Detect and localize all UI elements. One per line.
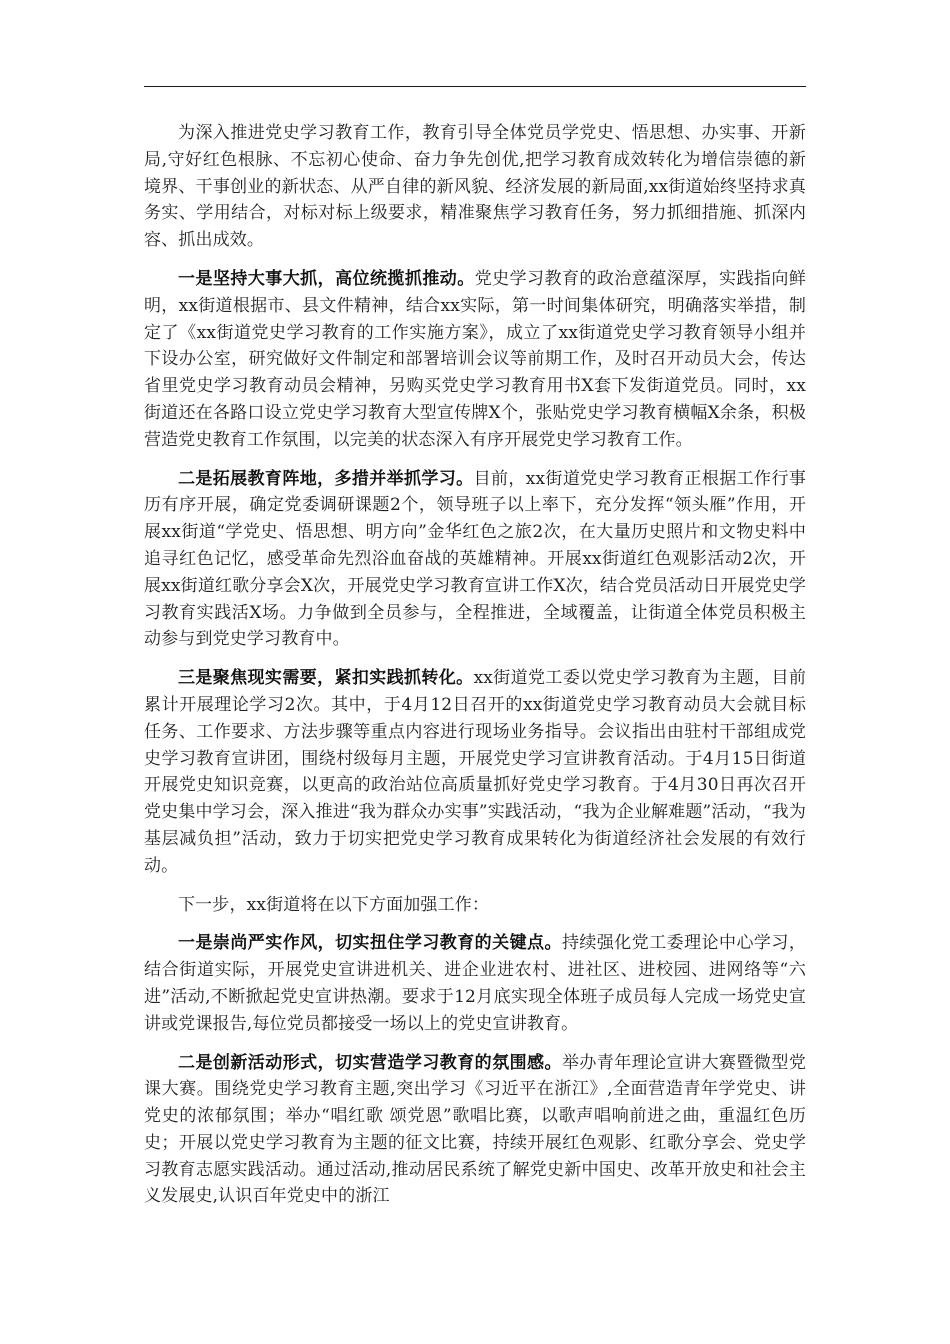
paragraph-text: xx街道党工委以党史学习教育为主题，目前累计开展理论学习2次。其中，于4月12日召开的xx街道党史学习教育动员大会就目标任务、工作要求、方法步骤等重点内容进行现场业务指导。会议指出由驻村干部组成党史学习教育宣讲团，围绕村级每月主题，开展党史学习宣讲教育活动。于4月15日街道开展党史知识竞赛，以更高的政治站位高质量抓好党史学习教育。于4月30日再次召开党史集中学习会，深入推进“我为群众办实事”实践活动，“我为企业解难题”活动，“我为基层减负担”活动，致力于切实把党史学习教育成果转化为街道经济社会发展的有效行动。 xyxy=(144,668,806,876)
paragraph-point-3 xyxy=(144,665,806,879)
paragraph-text: 目前，xx街道党史学习教育正根据工作行事历有序开展，确定党委调研课题2个，领导班子以上率下，充分发挥“领头雁”作用，开展xx街道“学党史、悟思想、明方向”金华红色之旅2次，在大量历史照片和文物史料中追寻红色记忆，感受革命先烈浴血奋战的英雄精神。开展xx街道红色观影活动2次，开展xx街道红歌分享会X次，开展党史学习教育宣讲工作X次，结合党员活动日开展党史学习教育实践活X场。力争做到全员参与，全程推进，全域覆盖，让街道全体党员积极主动参与到党史学习教育中。 xyxy=(144,468,806,650)
paragraph-plan-1 xyxy=(144,930,806,1037)
paragraph-lead: 二是创新活动形式，切实营造学习教育的氛围感。 xyxy=(178,1052,562,1073)
paragraph-text: 党史学习教育的政治意蕴深厚，实践指向鲜明，xx街道根据市、县文件精神，结合xx实际，第一时间集体研究，明确落实举措，制定了《xx街道党史学习教育的工作实施方案》，成立了xx街道党史学习教育领导小组并下设办公室，研究做好文件制定和部署培训会议等前期工作，及时召开动员大会，传达省里党史学习教育动员会精神，另购买党史学习教育用书X套下发街道党员。同时，xx街道还在各路口设立党史学习教育大型宣传牌X个，张贴党史学习教育横幅X余条，积极营造党史教育工作氛围，以完美的状态深入有序开展党史学习教育工作。 xyxy=(144,268,806,450)
paragraph-text: 为深入推进党史学习教育工作，教育引导全体党员学党史、悟思想、办实事、开新局,守好红色根脉、不忘初心使命、奋力争先创优,把学习教育成效转化为增信崇德的新境界、干事创业的新状态、从严自律的新风貌、经济发展的新局面,xx街道始终坚持求真务实、学用结合，对标对标上级要求，精准聚焦学习教育任务，努力抓细措施、抓深内容、抓出成效。 xyxy=(144,123,806,251)
paragraph-lead: 二是拓展教育阵地，多措并举抓学习。 xyxy=(178,468,474,489)
paragraph-lead: 一是坚持大事大抓，高位统揽抓推动。 xyxy=(178,268,475,289)
paragraph-lead: 一是崇尚严实作风，切实扭住学习教育的关键点。 xyxy=(178,933,562,954)
header-rule xyxy=(144,86,806,87)
paragraph-intro xyxy=(144,120,806,254)
document-body xyxy=(144,120,806,1222)
paragraph-text: 举办青年理论宣讲大赛暨微型党课大赛。围绕党史学习教育主题,突出学习《习近平在浙江》,全面营造青年学党史、讲党史的浓郁氛围；举办“唱红歌 颂党恩”歌唱比赛，以歌声唱响前进之曲，重温红色历史；开展以党史学习教育为主题的征文比赛，持续开展红色观影、红歌分享会、党史学习教育志愿实践活动。通过活动,推动居民系统了解党史新中国史、改革开放史和社会主义发展史,认识百年党史中的浙江 xyxy=(144,1052,806,1207)
paragraph-point-1 xyxy=(144,266,806,454)
paragraph-point-2 xyxy=(144,466,806,654)
paragraph-lead: 三是聚焦现实需要，紧扣实践抓转化。 xyxy=(178,668,474,689)
paragraph-plan-2 xyxy=(144,1050,806,1211)
paragraph-next-steps xyxy=(144,892,806,919)
paragraph-text: 持续强化党工委理论中心学习，结合街道实际，开展党史宣讲进机关、进企业进农村、进社区、进校园、进网络等“六进”活动,不断掀起党史宣讲热潮。要求于12月底实现全体班子成员每人完成一场党史宣讲或党课报告,每位党员都接受一场以上的党史宣讲教育。 xyxy=(144,933,806,1034)
paragraph-text: 下一步，xx街道将在以下方面加强工作： xyxy=(178,894,490,915)
